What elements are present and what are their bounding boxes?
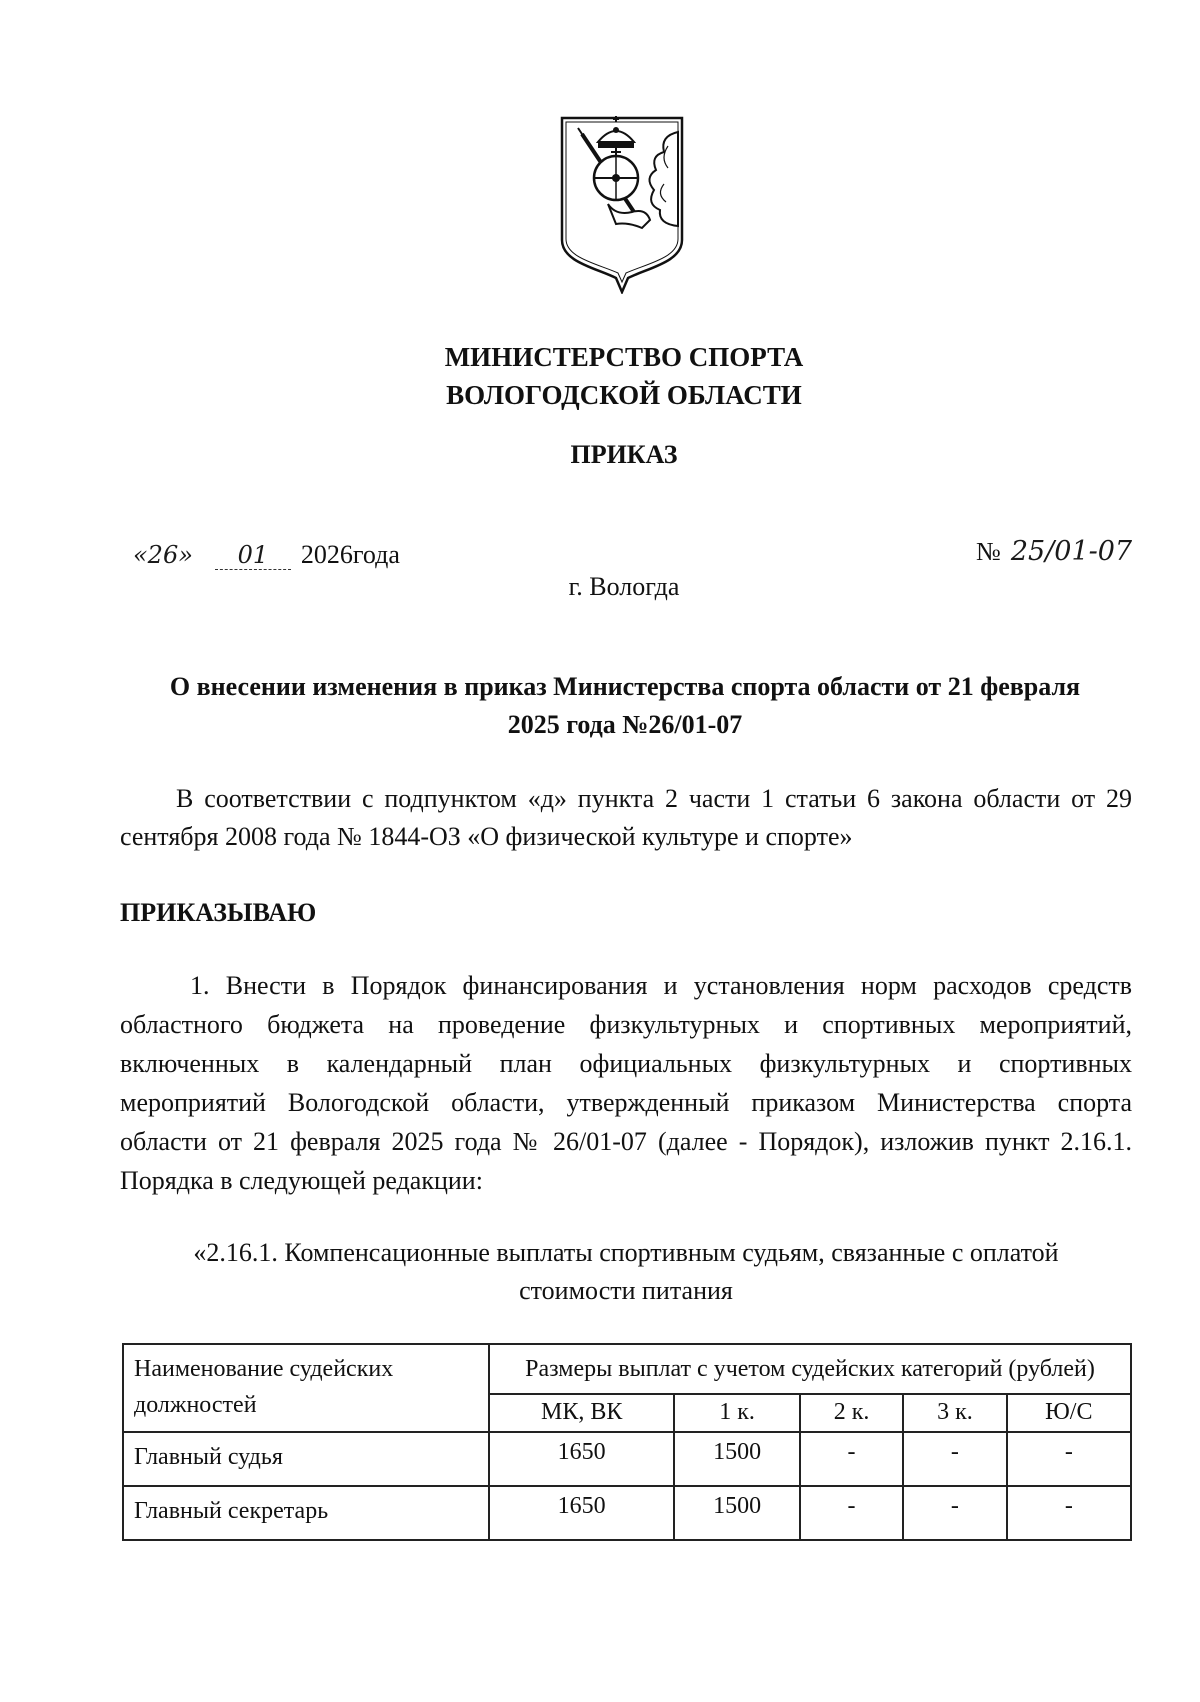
row-value-2k: - [800,1432,903,1486]
quoted-title-line-1: «2.16.1. Компенсационные выплаты спортивным судьям, связанные с оплатой [193,1238,1059,1267]
ministry-line-1: МИНИСТЕРСТВО СПОРТА [444,342,804,372]
row-value-yus: - [1007,1486,1131,1540]
number-value: 25/01-07 [1010,536,1133,567]
date-year: 2026года [300,540,400,569]
legal-basis-paragraph: В соответствии с подпунктом «д» пункта 2 части 1 статьи 6 закона области от 29 сентября 2008 года № 1844-ОЗ «О физической культуре и спорте» [120,784,1132,851]
row-value-mk-vk: 1650 [489,1432,674,1486]
row-value-1k: 1500 [674,1432,800,1486]
clause-1-paragraph: 1. Внести в Порядок финансирования и установления норм расходов средств областного бюджета на проведение физкультурных и спортивных мероприятий, включенных в календарный план официальных физкультурных и спортивных мероприятий Вологодской области, утвержденный приказом Министерства спорта области от 21 февраля 2025 года № 26/01-07 (далее - Порядок), изложив пункт 2.16.1. Порядка в следующей редакции: [120,971,1132,1195]
quoted-title-line-2: стоимости питания [519,1276,733,1305]
subject-line-2: 2025 года №26/01-07 [507,710,743,739]
subheader-3k: 3 к. [903,1394,1006,1432]
row-value-3k: - [903,1432,1006,1486]
ministry-line-2: ВОЛОГОДСКОЙ ОБЛАСТИ [446,380,802,410]
table-row [123,1432,1131,1486]
subheader-2k: 2 к. [800,1394,903,1432]
date-day: «26» [133,541,193,569]
subheader-1k: 1 к. [674,1394,800,1432]
quoted-section-title [120,1234,1132,1310]
row-value-mk-vk: 1650 [489,1486,674,1540]
header-position-name: Наименование судейских должностей [123,1344,489,1432]
row-value-yus: - [1007,1432,1131,1486]
table-row [123,1486,1131,1540]
order-number [976,536,1132,567]
document-type-title: ПРИКАЗ [570,440,678,469]
subheader-mk-vk: МК, ВК [489,1394,674,1432]
header-payment-group: Размеры выплат с учетом судейских категорий (рублей) [489,1344,1131,1394]
table-header-row [123,1344,1131,1394]
order-subject [120,668,1130,744]
coat-of-arms-emblem [556,112,688,294]
subheader-yus: Ю/С [1007,1394,1131,1432]
row-position-name: Главный секретарь [123,1486,489,1540]
row-value-1k: 1500 [674,1486,800,1540]
row-value-2k: - [800,1486,903,1540]
payment-rates-table [122,1343,1132,1541]
city-name: г. Вологда [568,572,680,601]
row-position-name: Главный судья [123,1432,489,1486]
row-value-3k: - [903,1486,1006,1540]
ministry-name [0,338,1200,414]
subject-line-1: О внесении изменения в приказ Министерства спорта области от 21 февраля [169,672,1081,701]
order-date [133,540,400,570]
order-verb: ПРИКАЗЫВАЮ [120,898,317,927]
number-sign: № [976,537,1001,566]
date-month: 01 [215,541,291,570]
